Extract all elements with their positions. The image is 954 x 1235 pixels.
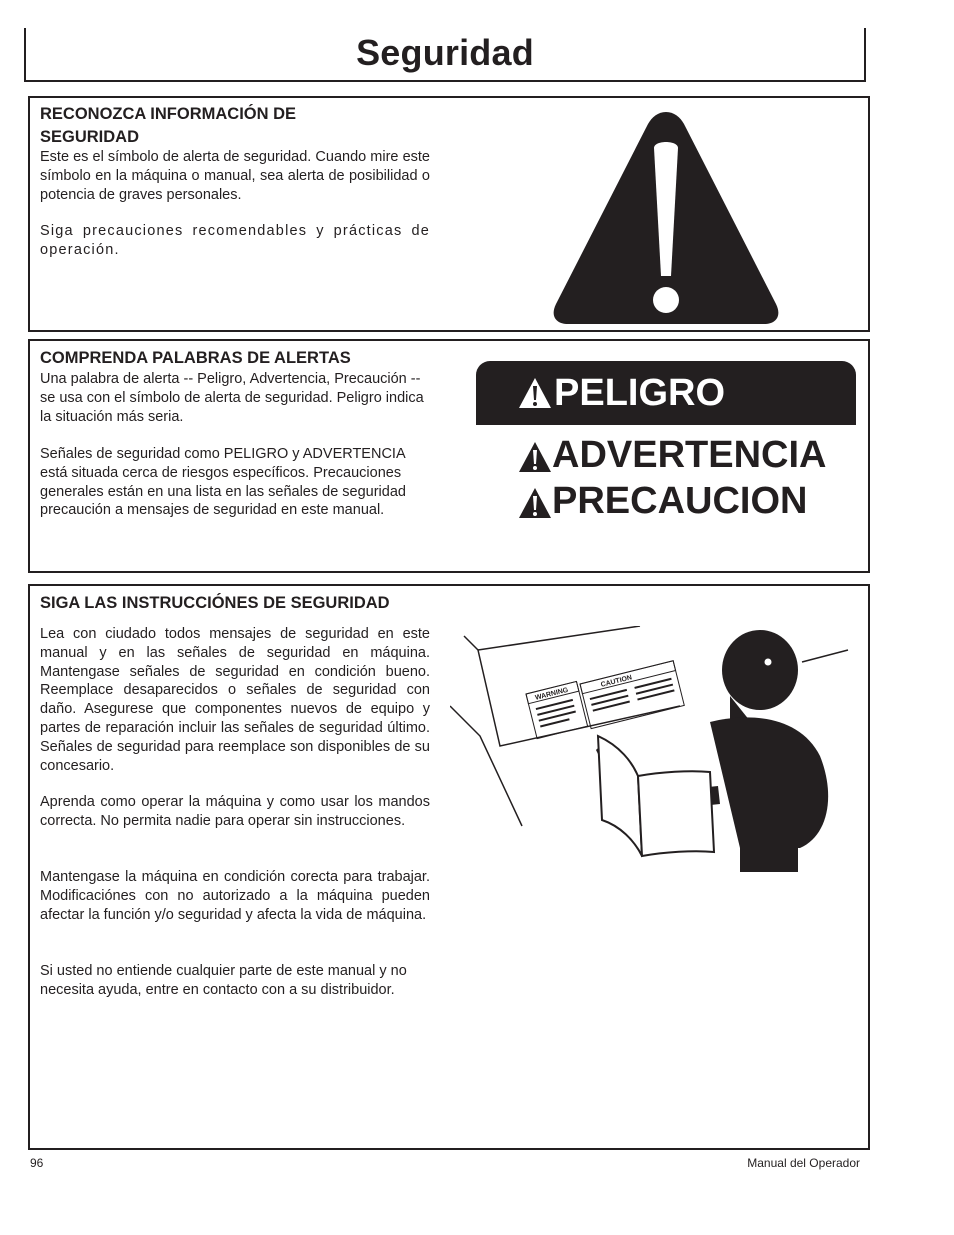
manual-title: Manual del Operador [747, 1156, 860, 1170]
section-follow-instructions [28, 584, 870, 1150]
danger-signal-word: PELIGRO [554, 372, 726, 414]
section1-para2: Siga precauciones recomendables y prácticas de operación. [40, 223, 430, 258]
title-box [24, 28, 866, 82]
section1-heading-line1: RECONOZCA INFORMACIÓN DE [40, 105, 297, 123]
caution-decal [580, 661, 684, 729]
decal-caution-label: CAUTION [600, 674, 633, 689]
reading-manual-illustration [450, 626, 850, 876]
section2-heading: COMPRENDA PALABRAS DE ALERTAS [40, 349, 351, 367]
section2-para2: Señales de seguridad como PELIGRO y ADVERTENCIA está situada cerca de riesgos específicos. Precauciones generales están en una lista en las señales de seguridad precaución a mensajes de seguridad en este manual. [40, 446, 406, 519]
section3-para3: Mantengase la máquina en condición corecta para trabajar. Modificaciónes con no autorizado a la máquina pueden afectar la función y/o seguridad y afecta la vida de máquina. [40, 869, 430, 923]
page-title: Seguridad [356, 32, 534, 73]
page-number: 96 [30, 1156, 44, 1170]
section1-heading-line2: SEGURIDAD [40, 128, 140, 146]
section3-para2: Aprenda como operar la máquina y como usar los mandos correcta. No permita nadie para operar sin instrucciones. [40, 794, 430, 829]
warning-alert-icon [518, 441, 552, 473]
section-signal-words [28, 339, 870, 573]
section3-para1: Lea con ciudado todos mensajes de seguridad en este manual y en las señales de seguridad en máquina. Mantengase señales de seguridad en condición bueno. Reemplace desaparecidos o señales de seguridad con daño. Asegurese que componentes nuevos de equipo y partes de reparación incluir las señales de seguridad último. Señales de seguridad para reemplace son disponibles de su concesario. [40, 626, 430, 774]
caution-signal-word: PRECAUCION [552, 480, 808, 522]
safety-alert-symbol-icon [550, 108, 782, 328]
section2-para1: Una palabra de alerta -- Peligro, Advertencia, Precaución -- se usa con el símbolo de alerta de seguridad. Peligro indica la situación más seria. [40, 371, 424, 425]
section3-para4: Si usted no entiende cualquier parte de este manual y no necesita ayuda, entre en contacto con a su distribuidor. [40, 963, 407, 998]
section1-para1: Este es el símbolo de alerta de seguridad. Cuando mire este símbolo en la máquina o manual, sea alerta de posibilidad o potencia de graves personales. [40, 149, 430, 203]
caution-alert-icon [518, 487, 552, 519]
danger-signal-bar [476, 361, 856, 425]
section-safety-info [28, 96, 870, 332]
manual-book [598, 736, 714, 856]
warning-signal-word: ADVERTENCIA [552, 434, 827, 476]
section3-heading: SIGA LAS INSTRUCCIÓNES DE SEGURIDAD [40, 594, 390, 612]
decal-warning-label: WARNING [534, 686, 570, 702]
danger-alert-icon [518, 377, 552, 409]
warning-decal [526, 681, 588, 738]
